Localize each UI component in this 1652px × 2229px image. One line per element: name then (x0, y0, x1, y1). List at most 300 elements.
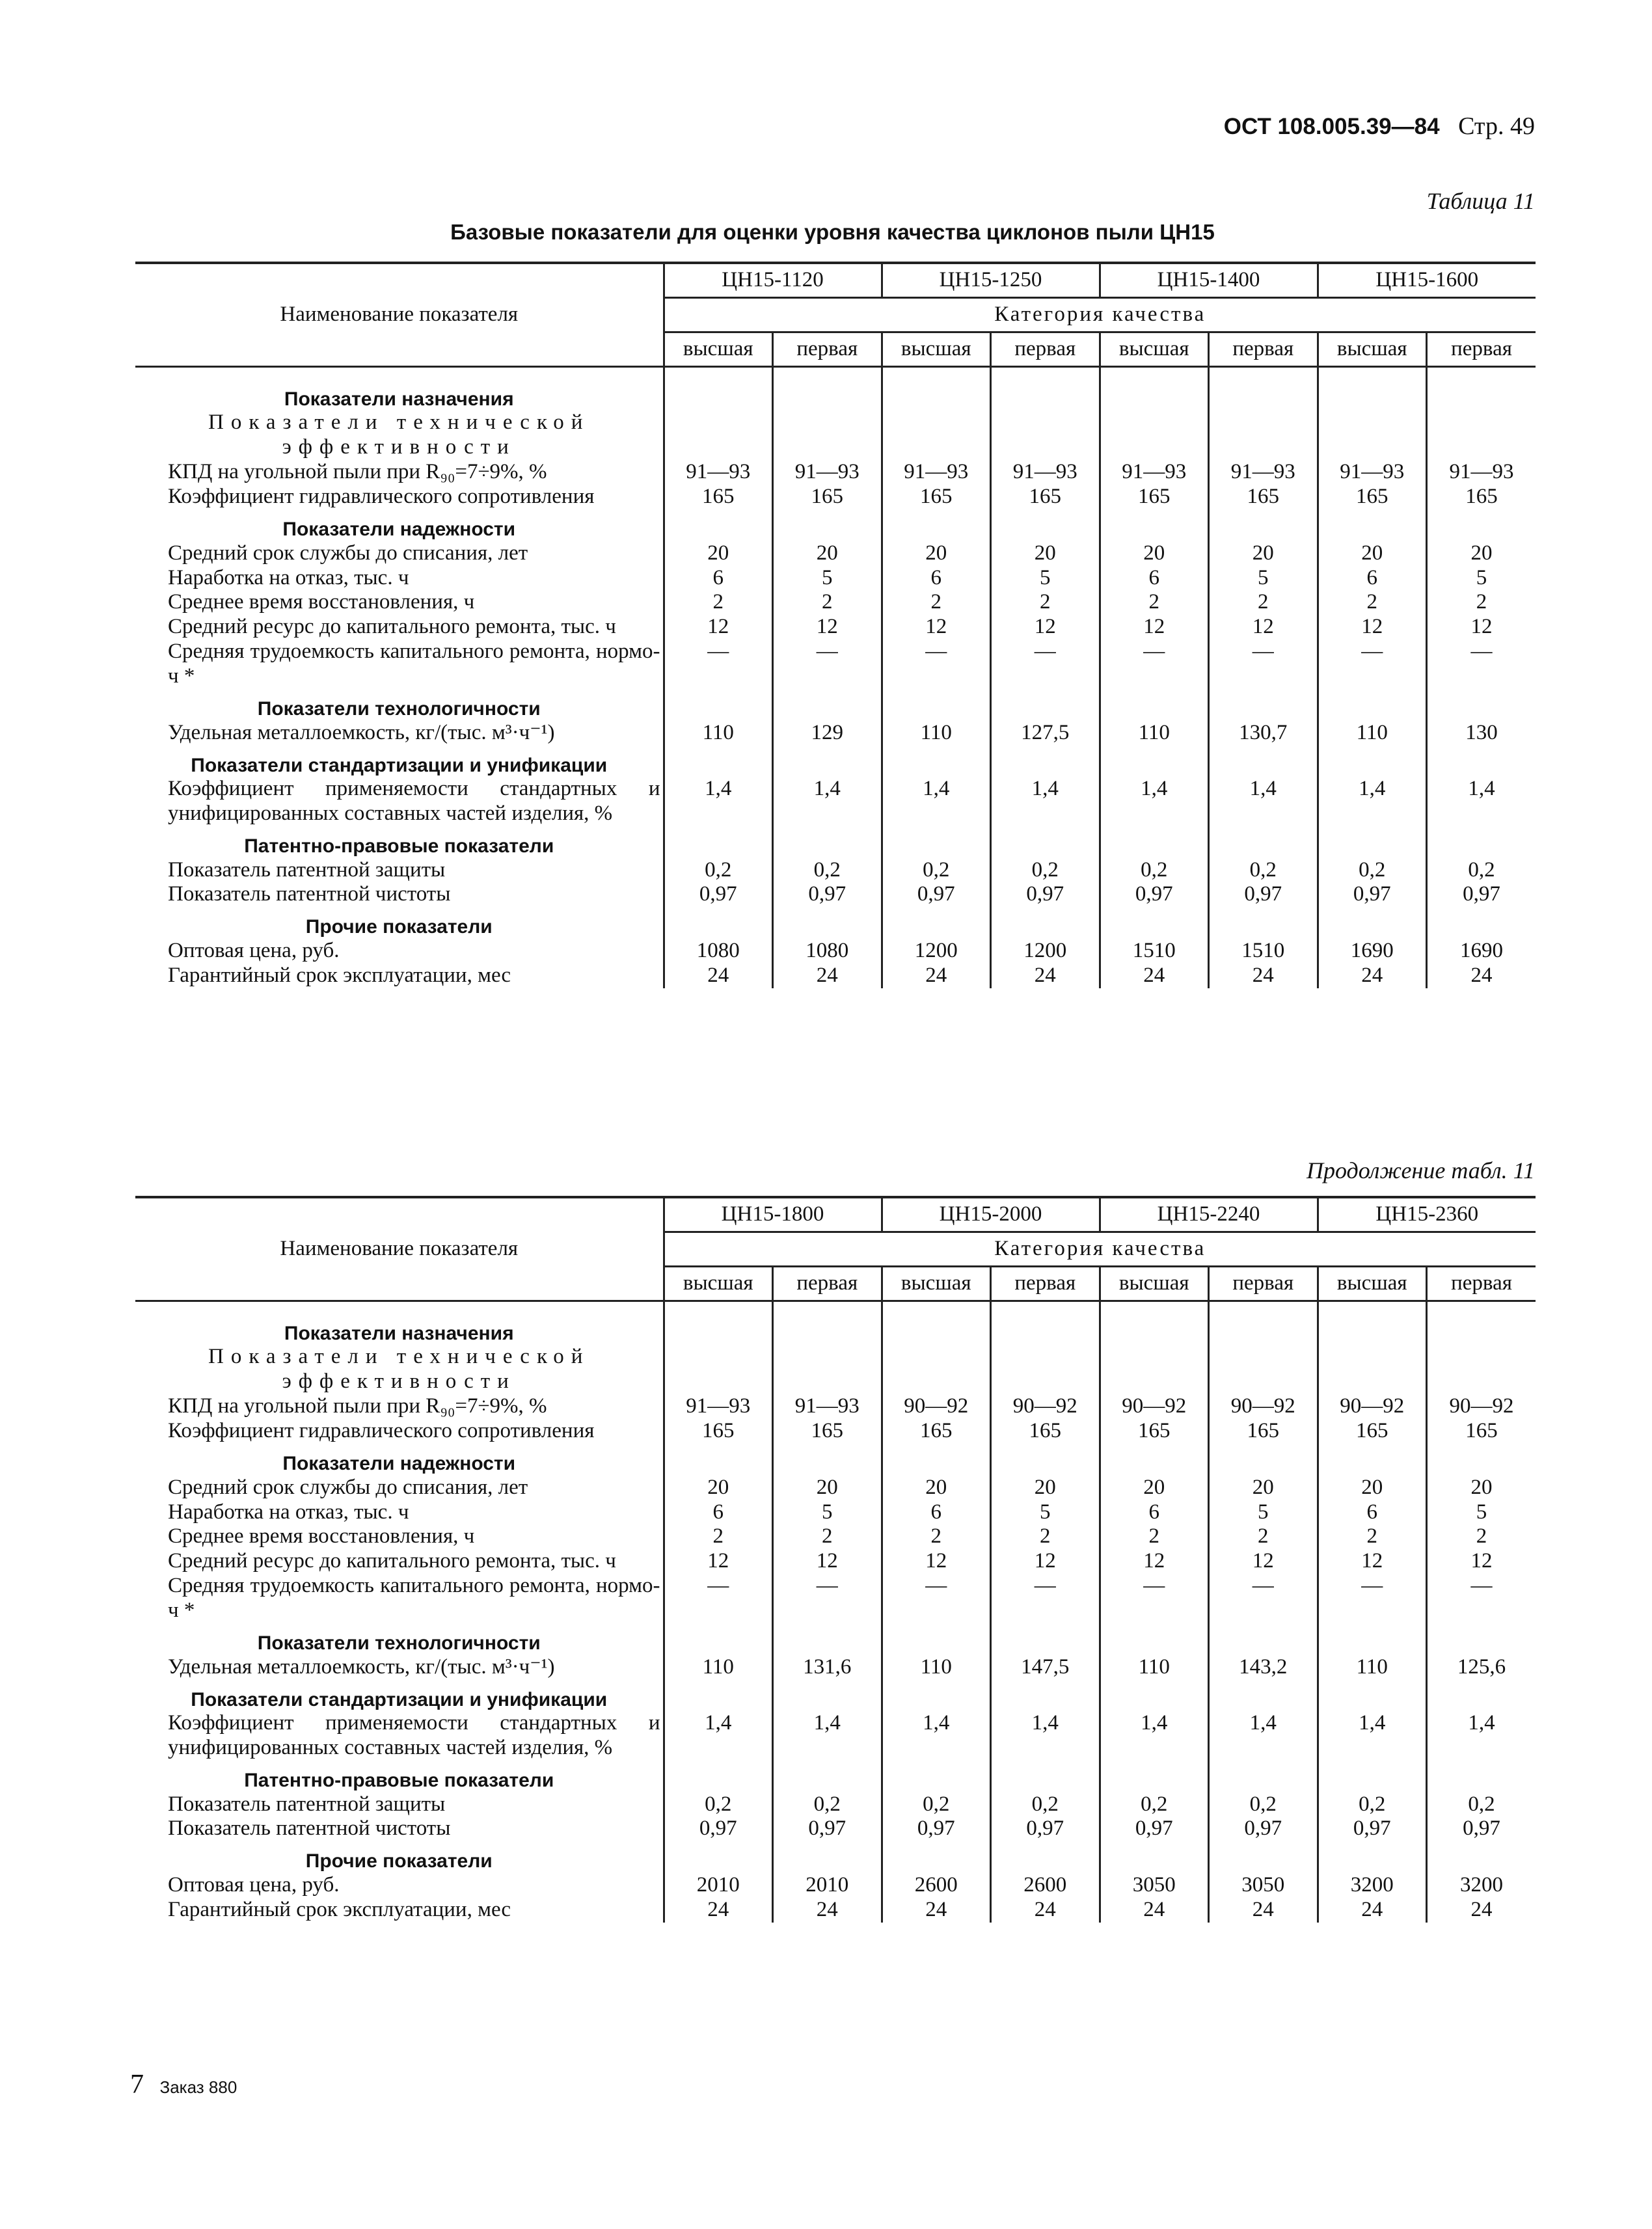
value-cell: 110 (1100, 721, 1209, 746)
value-cell: 6 (882, 1500, 991, 1525)
table-row (135, 1817, 1536, 1841)
value-cell: 2 (712, 1524, 724, 1548)
table-row (135, 1711, 1536, 1761)
value-cell: 24 (1427, 964, 1536, 988)
value-cell: 6 (1318, 566, 1427, 591)
value-cell: 165 (882, 485, 991, 509)
grade-header: первая (773, 332, 882, 366)
value-cell: 165 (702, 485, 735, 509)
row-label: Удельная металлоемкость, кг/(тыс. м³·ч⁻¹) (135, 1655, 664, 1680)
value-cell: 12 (707, 615, 729, 639)
value-cell: 20 (707, 541, 729, 565)
value-cell: 24 (1209, 1898, 1318, 1923)
value-cell: 0,2 (773, 1792, 882, 1817)
value-cell: 2 (1318, 1524, 1427, 1549)
value-cell: 0,97 (882, 1817, 991, 1841)
value-cell: 1200 (991, 939, 1100, 964)
value-cell: 2 (1100, 1524, 1209, 1549)
value-cell: 1,4 (1100, 1711, 1209, 1761)
value-cell: 0,97 (773, 1817, 882, 1841)
value-cell: 2 (1318, 590, 1427, 615)
value-cell: 5 (991, 1500, 1100, 1525)
value-cell: 1,4 (773, 1711, 882, 1761)
row-label: Средняя трудоемкость капитального ремонта, нормо-ч * (135, 640, 664, 689)
value-cell: 5 (1209, 1500, 1318, 1525)
value-cell: 91—93 (882, 460, 991, 485)
table-row (135, 590, 1536, 615)
value-cell: 91—93 (1427, 460, 1536, 485)
value-cell: — (707, 640, 729, 664)
value-cell: 0,97 (699, 1817, 737, 1841)
value-cell: 165 (773, 485, 882, 509)
table-row (135, 1549, 1536, 1574)
table-row (135, 1419, 1536, 1444)
value-cell: 1,4 (1318, 777, 1427, 826)
table-row (135, 1476, 1536, 1500)
grade-header: первая (991, 332, 1100, 366)
value-cell: 20 (991, 541, 1100, 566)
value-cell: 24 (1318, 1898, 1427, 1923)
table-row (135, 858, 1536, 883)
value-cell: 24 (882, 964, 991, 988)
row-label: Оптовая цена, руб. (135, 1873, 664, 1898)
value-cell: 90—92 (882, 1394, 991, 1419)
value-cell: 1690 (1318, 939, 1427, 964)
value-cell: 12 (1318, 615, 1427, 640)
value-cell: 147,5 (991, 1655, 1100, 1680)
category-header: Категория качества (664, 297, 1536, 332)
value-cell: — (1318, 1574, 1427, 1623)
value-cell: 6 (1100, 566, 1209, 591)
value-cell: 24 (991, 964, 1100, 988)
value-cell: — (1427, 640, 1536, 689)
value-cell: 165 (991, 1419, 1100, 1444)
row-label: Средний ресурс до капитального ремонта, тыс. ч (135, 1549, 664, 1574)
value-cell: 0,2 (882, 858, 991, 883)
value-cell: 24 (991, 1898, 1100, 1923)
value-cell: 110 (1100, 1655, 1209, 1680)
row-label: Удельная металлоемкость, кг/(тыс. м³·ч⁻¹) (135, 721, 664, 746)
row-label: Средний срок службы до списания, лет (135, 541, 664, 566)
value-cell: 20 (773, 1476, 882, 1500)
value-cell: 1,4 (773, 777, 882, 826)
value-cell: 24 (1209, 964, 1318, 988)
value-cell: 20 (882, 1476, 991, 1500)
value-cell: 0,2 (1427, 858, 1536, 883)
value-cell: 24 (707, 963, 729, 987)
value-cell: — (882, 640, 991, 689)
value-cell: 0,97 (1427, 1817, 1536, 1841)
value-cell: 0,97 (773, 882, 882, 907)
value-cell: 2 (991, 590, 1100, 615)
table-row (135, 1873, 1536, 1898)
model-header: ЦН15-1120 (664, 263, 882, 297)
section-heading: Прочие показатели (135, 907, 664, 939)
grade-header: первая (1427, 1266, 1536, 1301)
grade-header: первая (991, 1266, 1100, 1301)
value-cell: 2 (1100, 590, 1209, 615)
value-cell: 130 (1427, 721, 1536, 746)
row-label: Среднее время восстановления, ч (135, 590, 664, 615)
table-row (135, 566, 1536, 591)
value-cell: 1510 (1209, 939, 1318, 964)
value-cell: 129 (773, 721, 882, 746)
section-heading: Показатели технической эффективности (135, 1345, 664, 1394)
value-cell: 165 (702, 1419, 735, 1443)
row-label: Гарантийный срок эксплуатации, мес (135, 964, 664, 988)
value-cell: 2010 (773, 1873, 882, 1898)
value-cell: — (707, 1574, 729, 1598)
section-heading: Показатели стандартизации и унификации (135, 746, 664, 777)
value-cell: 91—93 (773, 460, 882, 485)
value-cell: 91—93 (991, 460, 1100, 485)
value-cell: 0,2 (705, 1792, 732, 1816)
value-cell: 12 (882, 1549, 991, 1574)
row-label: Оптовая цена, руб. (135, 939, 664, 964)
grade-header: высшая (882, 1266, 991, 1301)
row-label: Коэффициент гидравлического сопротивления (135, 485, 664, 509)
value-cell: 20 (773, 541, 882, 566)
value-cell: 165 (1427, 1419, 1536, 1444)
value-cell: 110 (1318, 721, 1427, 746)
value-cell: 131,6 (773, 1655, 882, 1680)
value-cell: 6 (712, 1500, 724, 1524)
value-cell: 2 (882, 590, 991, 615)
value-cell: 6 (1318, 1500, 1427, 1525)
value-cell: 143,2 (1209, 1655, 1318, 1680)
section-heading: Показатели назначения (135, 379, 664, 411)
grade-header: первая (773, 1266, 882, 1301)
table-row (135, 964, 1536, 988)
value-cell: 127,5 (991, 721, 1100, 746)
value-cell: 12 (1100, 615, 1209, 640)
value-cell: 3050 (1100, 1873, 1209, 1898)
value-cell: 2010 (696, 1872, 740, 1897)
value-cell: 0,97 (882, 882, 991, 907)
value-cell: 12 (1209, 1549, 1318, 1574)
table-row (135, 615, 1536, 640)
table-row (135, 640, 1536, 689)
section-heading: Показатели технологичности (135, 689, 664, 721)
value-cell: 90—92 (991, 1394, 1100, 1419)
value-cell: 0,97 (1318, 1817, 1427, 1841)
value-cell: 110 (882, 1655, 991, 1680)
value-cell: 1080 (773, 939, 882, 964)
value-cell: 20 (1318, 1476, 1427, 1500)
table-row (135, 882, 1536, 907)
value-cell: 91—93 (1209, 460, 1318, 485)
value-cell: — (773, 1574, 882, 1623)
value-cell: 0,97 (1427, 882, 1536, 907)
table-row (135, 485, 1536, 509)
value-cell: 2 (1209, 1524, 1318, 1549)
value-cell: 6 (712, 565, 724, 589)
model-header: ЦН15-1600 (1318, 263, 1536, 297)
value-cell: 165 (1100, 485, 1209, 509)
value-cell: 0,2 (882, 1792, 991, 1817)
value-cell: 165 (1209, 1419, 1318, 1444)
value-cell: 3200 (1427, 1873, 1536, 1898)
row-label: Средняя трудоемкость капитального ремонта, нормо-ч * (135, 1574, 664, 1623)
value-cell: 2 (991, 1524, 1100, 1549)
value-cell: 0,2 (705, 858, 732, 882)
value-cell: 1200 (882, 939, 991, 964)
value-cell: 0,2 (773, 858, 882, 883)
value-cell: 0,2 (1100, 1792, 1209, 1817)
value-cell: 0,2 (1318, 1792, 1427, 1817)
value-cell: 20 (1209, 1476, 1318, 1500)
value-cell: 24 (773, 1898, 882, 1923)
value-cell: 24 (1100, 1898, 1209, 1923)
value-cell: 6 (882, 566, 991, 591)
value-cell: 1,4 (1209, 1711, 1318, 1761)
table-continuation-label: Продолжение табл. 11 (1306, 1157, 1535, 1183)
model-header: ЦН15-1250 (882, 263, 1100, 297)
value-cell: 165 (1318, 1419, 1427, 1444)
table-row (135, 1792, 1536, 1817)
value-cell: 20 (1427, 541, 1536, 566)
value-cell: 1,4 (991, 1711, 1100, 1761)
row-label: Показатель патентной чистоты (135, 882, 664, 907)
value-cell: 12 (773, 615, 882, 640)
value-cell: 1,4 (991, 777, 1100, 826)
value-cell: 90—92 (1209, 1394, 1318, 1419)
standard-number: ОСТ 108.005.39—84 (1223, 114, 1440, 139)
value-cell: 1,4 (1427, 777, 1536, 826)
value-cell: 0,97 (1100, 882, 1209, 907)
value-cell: 1080 (696, 938, 740, 962)
value-cell: 165 (882, 1419, 991, 1444)
value-cell: 20 (1427, 1476, 1536, 1500)
value-cell: 91—93 (686, 460, 751, 484)
value-cell: — (1318, 640, 1427, 689)
table-row (135, 1898, 1536, 1923)
grade-header: первая (1427, 332, 1536, 366)
value-cell: 0,2 (1209, 1792, 1318, 1817)
value-cell: 20 (1100, 541, 1209, 566)
model-header: ЦН15-2240 (1100, 1197, 1318, 1232)
value-cell: 2 (773, 590, 882, 615)
value-cell: 1,4 (1318, 1711, 1427, 1761)
table-row (135, 939, 1536, 964)
table-row (135, 1394, 1536, 1419)
model-header: ЦН15-2000 (882, 1197, 1100, 1232)
value-cell: 2600 (882, 1873, 991, 1898)
value-cell: 24 (1318, 964, 1427, 988)
grade-header: высшая (1318, 332, 1427, 366)
section-heading: Показатели надежности (135, 509, 664, 541)
section-heading: Показатели стандартизации и унификации (135, 1680, 664, 1712)
value-cell: 0,2 (1318, 858, 1427, 883)
value-cell: 0,2 (1427, 1792, 1536, 1817)
value-cell: 20 (707, 1475, 729, 1499)
row-label: КПД на угольной пыли при R₉₀=7÷9%, % (135, 1394, 664, 1419)
grade-header: высшая (1100, 332, 1209, 366)
value-cell: 24 (1100, 964, 1209, 988)
value-cell: 1,4 (705, 1711, 732, 1735)
model-header: ЦН15-1800 (664, 1197, 882, 1232)
name-column-header: Наименование показателя (135, 263, 664, 366)
value-cell: 2 (882, 1524, 991, 1549)
value-cell: 3050 (1209, 1873, 1318, 1898)
grade-header: высшая (1100, 1266, 1209, 1301)
value-cell: 5 (991, 566, 1100, 591)
row-label: Показатель патентной защиты (135, 1792, 664, 1817)
value-cell: 90—92 (1100, 1394, 1209, 1419)
quality-table-2 (135, 1196, 1536, 1923)
value-cell: 3200 (1318, 1873, 1427, 1898)
value-cell: — (882, 1574, 991, 1623)
row-label: Средний ресурс до капитального ремонта, тыс. ч (135, 615, 664, 640)
value-cell: 20 (882, 541, 991, 566)
value-cell: 5 (1427, 566, 1536, 591)
value-cell: 24 (707, 1897, 729, 1921)
value-cell: 0,2 (991, 858, 1100, 883)
row-label: Коэффициент применяемости стандартных и унифицированных составных частей изделия, % (135, 777, 664, 826)
section-heading: Показатели назначения (135, 1314, 664, 1345)
row-label: Показатель патентной чистоты (135, 1817, 664, 1841)
value-cell: 2 (1427, 590, 1536, 615)
value-cell: 2 (773, 1524, 882, 1549)
page-header (1224, 112, 1535, 141)
value-cell: 20 (1209, 541, 1318, 566)
row-label: Коэффициент применяемости стандартных и унифицированных составных частей изделия, % (135, 1711, 664, 1761)
value-cell: 1,4 (882, 777, 991, 826)
row-label: КПД на угольной пыли при R₉₀=7÷9%, % (135, 460, 664, 485)
value-cell: 1,4 (1209, 777, 1318, 826)
model-header: ЦН15-1400 (1100, 263, 1318, 297)
value-cell: 90—92 (1318, 1394, 1427, 1419)
value-cell: 165 (1427, 485, 1536, 509)
value-cell: 0,2 (991, 1792, 1100, 1817)
row-label: Гарантийный срок эксплуатации, мес (135, 1898, 664, 1923)
value-cell: 12 (991, 1549, 1100, 1574)
value-cell: 2 (1209, 590, 1318, 615)
value-cell: 1,4 (882, 1711, 991, 1761)
grade-header: высшая (664, 1266, 773, 1301)
section-heading: Показатели надежности (135, 1444, 664, 1476)
table-title: Базовые показатели для оценки уровня качества циклонов пыли ЦН15 (450, 220, 1215, 244)
value-cell: 5 (773, 566, 882, 591)
row-label: Среднее время восстановления, ч (135, 1524, 664, 1549)
value-cell: 2600 (991, 1873, 1100, 1898)
value-cell: 0,97 (1100, 1817, 1209, 1841)
model-header: ЦН15-2360 (1318, 1197, 1536, 1232)
footer-page-number: 7 (130, 2070, 144, 2100)
value-cell: 12 (1427, 1549, 1536, 1574)
value-cell: — (1100, 640, 1209, 689)
row-label: Коэффициент гидравлического сопротивления (135, 1419, 664, 1444)
value-cell: 1510 (1100, 939, 1209, 964)
value-cell: — (1427, 1574, 1536, 1623)
section-heading: Показатели технологичности (135, 1623, 664, 1655)
value-cell: 5 (773, 1500, 882, 1525)
value-cell: 91—93 (773, 1394, 882, 1419)
grade-header: высшая (1318, 1266, 1427, 1301)
value-cell: — (773, 640, 882, 689)
section-heading: Прочие показатели (135, 1841, 664, 1873)
table-label: Таблица 11 (1426, 188, 1535, 214)
value-cell: — (1100, 1574, 1209, 1623)
value-cell: 24 (1427, 1898, 1536, 1923)
value-cell: 12 (1100, 1549, 1209, 1574)
table-row (135, 1500, 1536, 1525)
value-cell: 110 (1318, 1655, 1427, 1680)
value-cell: 110 (702, 720, 734, 744)
value-cell: 12 (991, 615, 1100, 640)
value-cell: 24 (773, 964, 882, 988)
table-row (135, 1574, 1536, 1623)
value-cell: 91—93 (1318, 460, 1427, 485)
quality-table-1 (135, 262, 1536, 988)
value-cell: 12 (707, 1549, 729, 1573)
value-cell: 110 (882, 721, 991, 746)
value-cell: 0,2 (1100, 858, 1209, 883)
value-cell: 5 (1427, 1500, 1536, 1525)
value-cell: 130,7 (1209, 721, 1318, 746)
value-cell: 125,6 (1427, 1655, 1536, 1680)
value-cell: 165 (1100, 1419, 1209, 1444)
value-cell: 1690 (1427, 939, 1536, 964)
page-footer (130, 2069, 237, 2100)
value-cell: 1,4 (1100, 777, 1209, 826)
value-cell: 0,97 (1209, 1817, 1318, 1841)
value-cell: 0,97 (991, 882, 1100, 907)
grade-header: первая (1209, 1266, 1318, 1301)
value-cell: 6 (1100, 1500, 1209, 1525)
value-cell: 12 (1209, 615, 1318, 640)
value-cell: 2 (712, 590, 724, 614)
value-cell: 0,2 (1209, 858, 1318, 883)
value-cell: 20 (1318, 541, 1427, 566)
value-cell: 90—92 (1427, 1394, 1536, 1419)
grade-header: высшая (664, 332, 773, 366)
value-cell: 0,97 (1209, 882, 1318, 907)
value-cell: 0,97 (991, 1817, 1100, 1841)
table-row (135, 460, 1536, 485)
value-cell: 12 (1318, 1549, 1427, 1574)
page-number: Стр. 49 (1458, 113, 1535, 140)
value-cell: — (991, 1574, 1100, 1623)
value-cell: 165 (1318, 485, 1427, 509)
value-cell: — (991, 640, 1100, 689)
table-row (135, 1655, 1536, 1680)
value-cell: 1,4 (1427, 1711, 1536, 1761)
value-cell: 12 (773, 1549, 882, 1574)
section-heading: Патентно-правовые показатели (135, 1761, 664, 1792)
order-number: Заказ 880 (159, 2077, 237, 2097)
value-cell: 2 (1427, 1524, 1536, 1549)
category-header: Категория качества (664, 1232, 1536, 1266)
value-cell: 0,97 (1318, 882, 1427, 907)
name-column-header: Наименование показателя (135, 1197, 664, 1301)
table-row (135, 541, 1536, 566)
value-cell: 91—93 (1100, 460, 1209, 485)
value-cell: 24 (882, 1898, 991, 1923)
value-cell: 165 (773, 1419, 882, 1444)
row-label: Наработка на отказ, тыс. ч (135, 1500, 664, 1525)
value-cell: 20 (1100, 1476, 1209, 1500)
value-cell: — (1209, 640, 1318, 689)
value-cell: 165 (1209, 485, 1318, 509)
row-label: Средний срок службы до списания, лет (135, 1476, 664, 1500)
row-label: Наработка на отказ, тыс. ч (135, 566, 664, 591)
value-cell: 1,4 (705, 777, 732, 801)
value-cell: 12 (882, 615, 991, 640)
value-cell: 165 (991, 485, 1100, 509)
table-row (135, 777, 1536, 826)
value-cell: 20 (991, 1476, 1100, 1500)
